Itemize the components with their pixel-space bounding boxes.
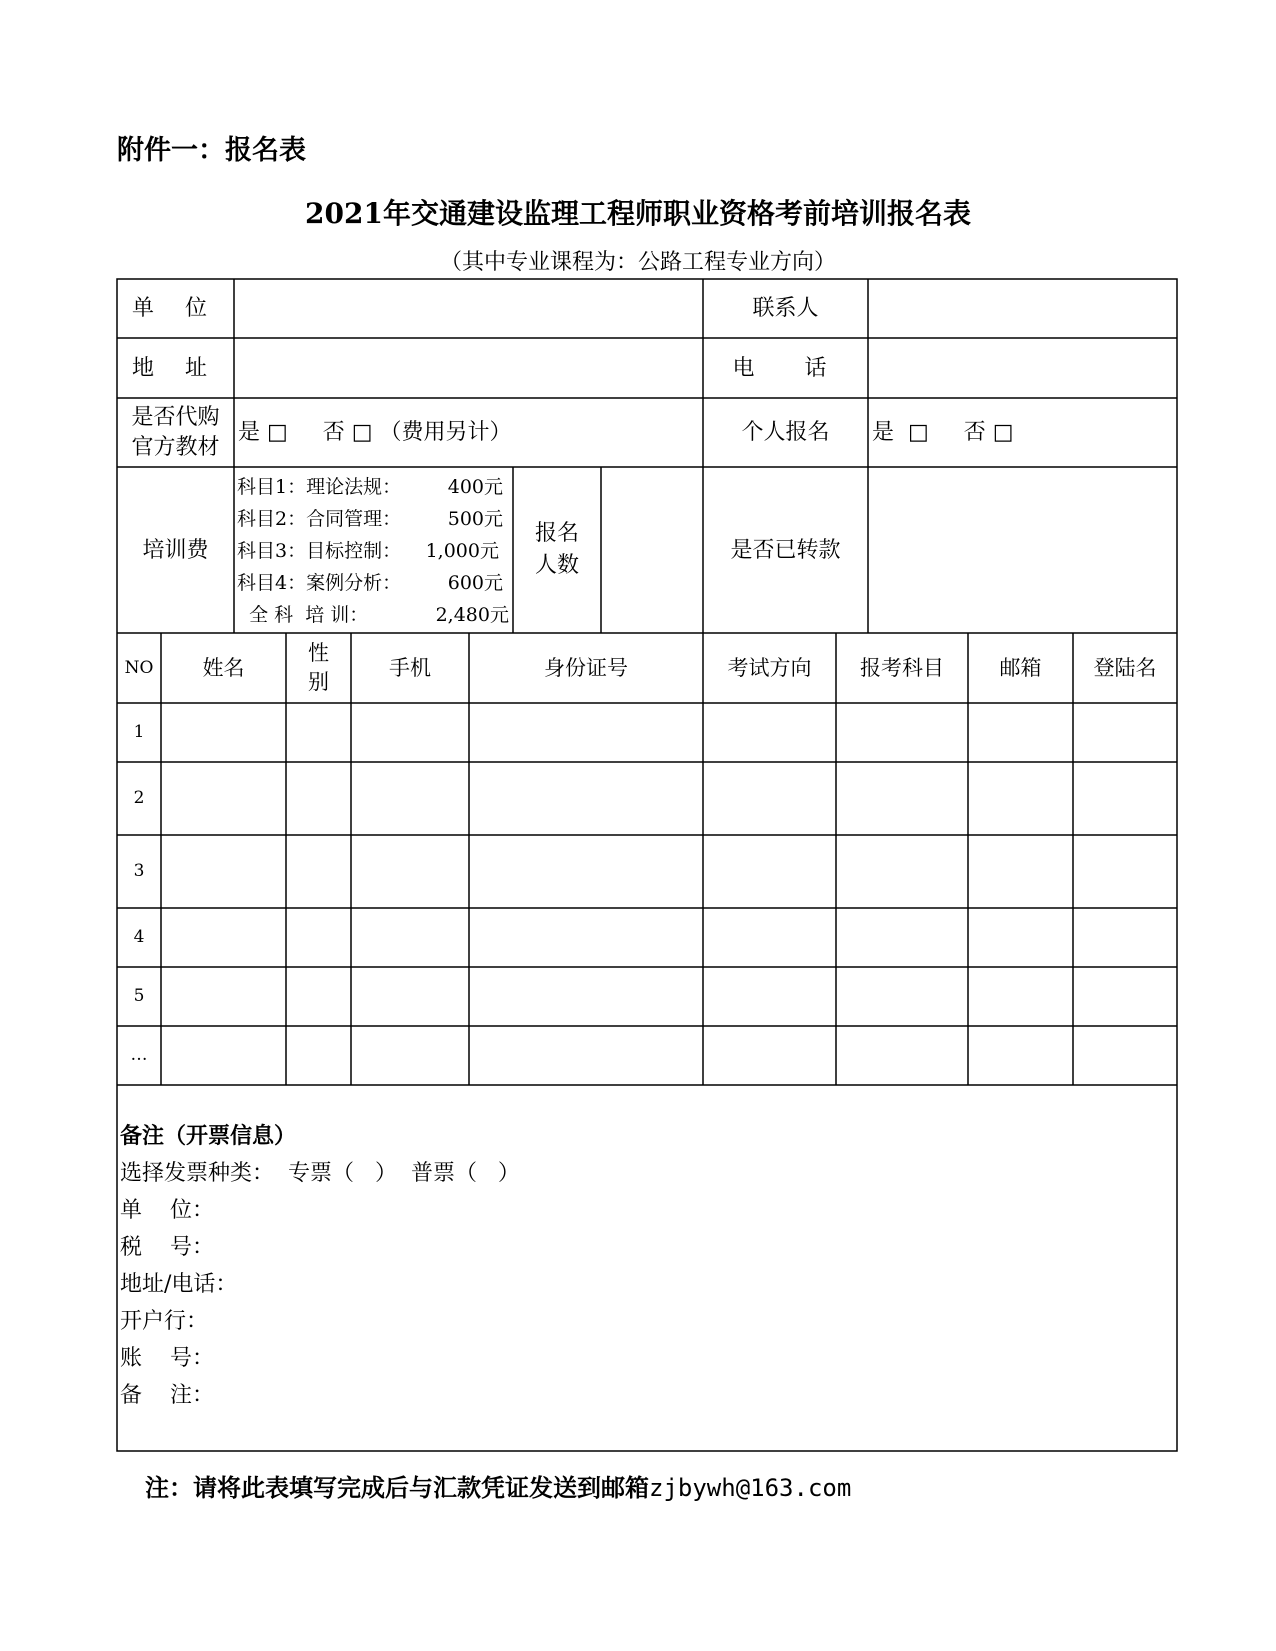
remarks-account: 账 号： bbox=[120, 1346, 214, 1371]
fee-item-1: 科目1：理论法规： 400元 bbox=[237, 476, 503, 498]
header-id: 身份证号 bbox=[544, 655, 628, 680]
transfer-input[interactable] bbox=[868, 467, 1177, 633]
remarks-bank: 开户行： bbox=[120, 1309, 209, 1334]
transfer-label: 是否已转款 bbox=[730, 537, 841, 563]
personal-options[interactable]: 是 □ 否 □ bbox=[872, 420, 1014, 445]
row-number: … bbox=[130, 1045, 148, 1065]
footer-note-text: 注：请将此表填写完成后与汇款凭证发送到邮箱 bbox=[145, 1473, 649, 1502]
row-number: 3 bbox=[133, 861, 145, 881]
count-label-line2: 人数 bbox=[534, 553, 579, 578]
footer-email: zjbywh@163.com bbox=[649, 1474, 852, 1502]
header-gender-line2: 别 bbox=[308, 670, 329, 694]
contact-input[interactable] bbox=[868, 279, 1177, 338]
personal-label: 个人报名 bbox=[741, 420, 830, 445]
remarks-unit: 单 位： bbox=[120, 1198, 214, 1223]
textbook-label-line2: 官方教材 bbox=[131, 434, 220, 460]
row-number: 5 bbox=[133, 986, 145, 1006]
fee-item-all: 全 科 培 训： 2,480元 bbox=[237, 604, 509, 626]
form-subtitle: （其中专业课程为：公路工程专业方向） bbox=[439, 250, 836, 275]
header-name: 姓名 bbox=[202, 655, 245, 680]
count-label bbox=[513, 467, 601, 633]
invoice-type[interactable]: 选择发票种类： 专票（ ） 普票（ ） bbox=[120, 1161, 520, 1186]
count-input[interactable] bbox=[601, 467, 703, 633]
footer-note bbox=[145, 1468, 851, 1503]
remarks-title: 备注（开票信息） bbox=[120, 1123, 297, 1149]
phone-input[interactable] bbox=[868, 338, 1177, 398]
phone-label: 电 话 bbox=[732, 355, 839, 381]
count-label-line1: 报名 bbox=[534, 521, 579, 546]
attachment-heading: 附件一：报名表 bbox=[117, 135, 306, 166]
fee-item-3: 科目3：目标控制： 1,000元 bbox=[237, 540, 499, 562]
textbook-label bbox=[117, 398, 234, 467]
remarks-section bbox=[120, 1118, 520, 1414]
header-gender bbox=[286, 633, 351, 703]
header-no: NO bbox=[124, 657, 154, 678]
unit-label: 单 位 bbox=[132, 296, 219, 321]
header-subject: 报考科目 bbox=[860, 655, 944, 680]
textbook-options[interactable]: 是 □ 否 □ （费用另计） bbox=[238, 420, 512, 445]
unit-input[interactable] bbox=[234, 279, 703, 338]
fee-label: 培训费 bbox=[142, 537, 209, 563]
header-direction: 考试方向 bbox=[727, 655, 812, 680]
remarks-address-phone: 地址/电话： bbox=[120, 1272, 238, 1297]
textbook-label-line1: 是否代购 bbox=[131, 404, 220, 430]
contact-label: 联系人 bbox=[752, 296, 819, 321]
fee-item-2: 科目2：合同管理： 500元 bbox=[237, 508, 503, 530]
fee-item-4: 科目4：案例分析： 600元 bbox=[237, 572, 503, 594]
header-email: 邮箱 bbox=[999, 655, 1042, 680]
row-number: 1 bbox=[133, 722, 145, 742]
form-title: 2021年交通建设监理工程师职业资格考前培训报名表 bbox=[305, 197, 971, 230]
row-number: 4 bbox=[133, 927, 145, 947]
header-gender-line1: 性 bbox=[308, 641, 329, 665]
address-label: 地 址 bbox=[132, 355, 219, 381]
header-mobile: 手机 bbox=[389, 655, 431, 680]
remarks-tax-no: 税 号： bbox=[120, 1235, 214, 1260]
row-number: 2 bbox=[133, 788, 145, 808]
address-input[interactable] bbox=[234, 338, 703, 398]
header-login: 登陆名 bbox=[1093, 655, 1157, 680]
remarks-note: 备 注： bbox=[120, 1383, 214, 1408]
